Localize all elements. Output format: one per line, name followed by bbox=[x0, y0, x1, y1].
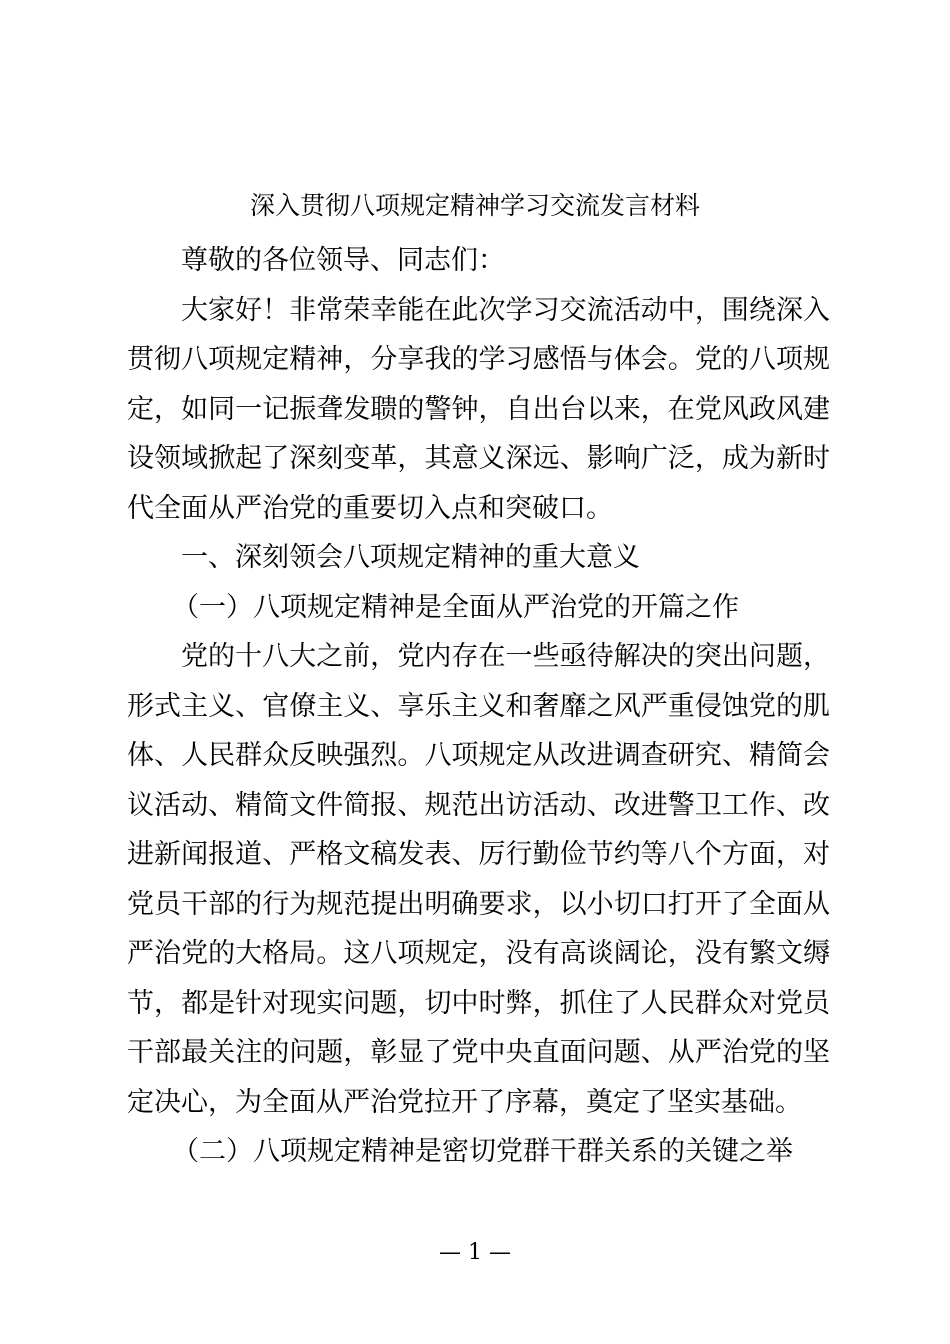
body-paragraph: 党的十八大之前，党内存在一些亟待解决的突出问题，形式主义、官僚主义、享乐主义和奢靡之风严重侵蚀党的肌体、人民群众反映强烈。八项规定从改进调查研究、精简会议活动、精简文件简报、规范出访活动、改进警卫工作、改进新闻报道、严格文稿发表、厉行勤俭节约等八个方面，对党员干部的行为规范提出明确要求，以小切口打开了全面从严治党的大格局。这八项规定，没有高谈阔论，没有繁文缛节，都是针对现实问题，切中时弊，抓住了人民群众对党员干部最关注的问题，彰显了党中央直面问题、从严治党的坚定决心，为全面从严治党拉开了序幕，奠定了坚实基础。 bbox=[127, 641, 830, 1118]
page-number: — 1 — bbox=[439, 1240, 511, 1265]
subsection-heading-2: （二）八项规定精神是密切党群干群关系的关键之举 bbox=[172, 1136, 793, 1167]
section-heading: 一、深刻领会八项规定精神的重大意义 bbox=[181, 542, 640, 573]
document-body bbox=[127, 236, 830, 1177]
intro-paragraph: 大家好！非常荣幸能在此次学习交流活动中，围绕深入贯彻八项规定精神，分享我的学习感悟与体会。党的八项规定，如同一记振聋发聩的警钟，自出台以来，在党风政风建设领域掀起了深刻变革，其意义深远、影响广泛，成为新时代全面从严治党的重要切入点和突破口。 bbox=[127, 294, 830, 524]
document-title: 深入贯彻八项规定精神学习交流发言材料 bbox=[249, 191, 700, 220]
subsection-heading-1: （一）八项规定精神是全面从严治党的开篇之作 bbox=[172, 591, 739, 623]
salutation-paragraph: 尊敬的各位领导、同志们： bbox=[181, 245, 505, 276]
